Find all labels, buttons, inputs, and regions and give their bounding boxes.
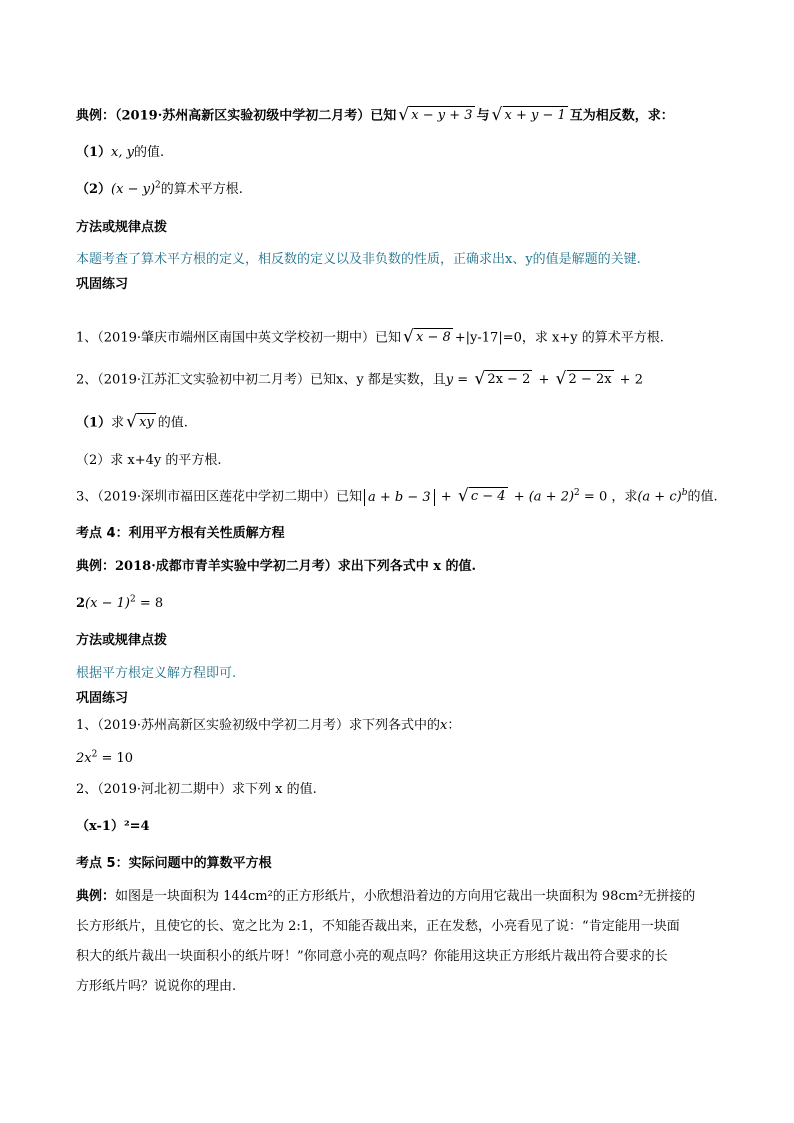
equation: （x-1）²=4 [76,819,150,834]
example-source: （2019·苏州高新区实验初级中学初二月考）已知 [115,108,397,124]
sqrt-expression: √ x + y − 1 [491,105,566,125]
equation: $2x^2 = 10$ [76,749,134,766]
method-text: 本题考查了算术平方根的定义，相反数的定义以及非负数的性质，正确求出x、y的值是解题的关键. [76,252,641,267]
sqrt-expression: √ 2 − 2x [555,369,612,389]
sqrt-expression: √ xy [126,412,154,432]
practice-item-3: 3、（2019·深圳市福田区莲花中学初二期中）已知 a + b − 3 + √ $c - 4 + (a + 2)^2 = 0$ ，求$(a + c)^b$的值. [76,486,718,506]
practice-title: 巩固练习 [76,691,129,706]
connector-text: 与 [476,108,490,124]
example-label: 典例： [76,108,116,124]
variables: x, y [111,145,134,160]
question-2: $(2)(x - y)^2$的算术平方根. [76,180,243,197]
method-title: 方法或规律点拨 [76,633,168,648]
practice-item-1b: 1、（2019·苏州高新区实验初级中学初二月考）求下列各式中的x： [76,718,461,733]
sqrt-expression: √ 2x − 2 [474,369,531,389]
sqrt-expression: √ c − 4 [457,486,506,506]
practice-item-2: 2、（2019·江苏汇文实验初中初二月考）已知x、y 都是实数，且y = √ 2x − 2 + √ 2 − 2x + 2 [76,369,643,389]
practice-item-1: 1、（2019·肇庆市端州区南国中英文学校初一期中）已知 √ x − 8 +|y-17|=0，求 x+y 的算术平方根. [76,327,664,347]
section-title-4: 考点 4：利用平方根有关性质解方程 [76,526,285,541]
equation: $2(x - 1)^2 = 8$ [76,594,164,611]
example-question: 互为相反数，求： [569,108,674,124]
example-3-line-2: 长方形纸片，且使它的长、宽之比为 2:1，不知能否裁出来，正在发愁，小亮看见了说：“肯定能用一块面 [76,919,680,934]
example-3-line-4: 方形纸片吗？说说你的理由. [76,979,237,994]
example-3-line-1: 典例：如图是一块面积为 144cm²的正方形纸片，小欣想沿着边的方向用它裁出一块面积为 98cm²无拼接的 [76,889,696,904]
method-text: 根据平方根定义解方程即可. [76,666,237,681]
expression: (x − y) [111,182,156,197]
practice-title: 巩固练习 [76,277,129,292]
sqrt-expression: √ x − y + 3 [398,105,473,125]
question-1: （1）x, y的值. [76,145,165,160]
example-3-line-3: 积大的纸片裁出一块面积小的纸片呀！”你同意小亮的观点吗？你能用这块正方形纸片裁出符合要求的长 [76,949,668,964]
method-title: 方法或规律点拨 [76,220,168,235]
sqrt-expression: √ x − 8 [403,327,451,347]
section-title-5: 考点 5：实际问题中的算数平方根 [76,856,272,871]
absolute-value: a + b − 3 [364,489,435,506]
example-2-line: 典例：2018·成都市青羊实验中学初二月考）求出下列各式中 x 的值. [76,559,477,574]
practice-item-2-q2: （2）求 x+4y 的平方根. [76,453,222,468]
practice-item-2-q1: （1）求 √ xy 的值. [76,412,188,432]
example-1-line [76,106,674,127]
practice-item-2b: 2、（2019·河北初二期中）求下列 x 的值. [76,782,317,797]
